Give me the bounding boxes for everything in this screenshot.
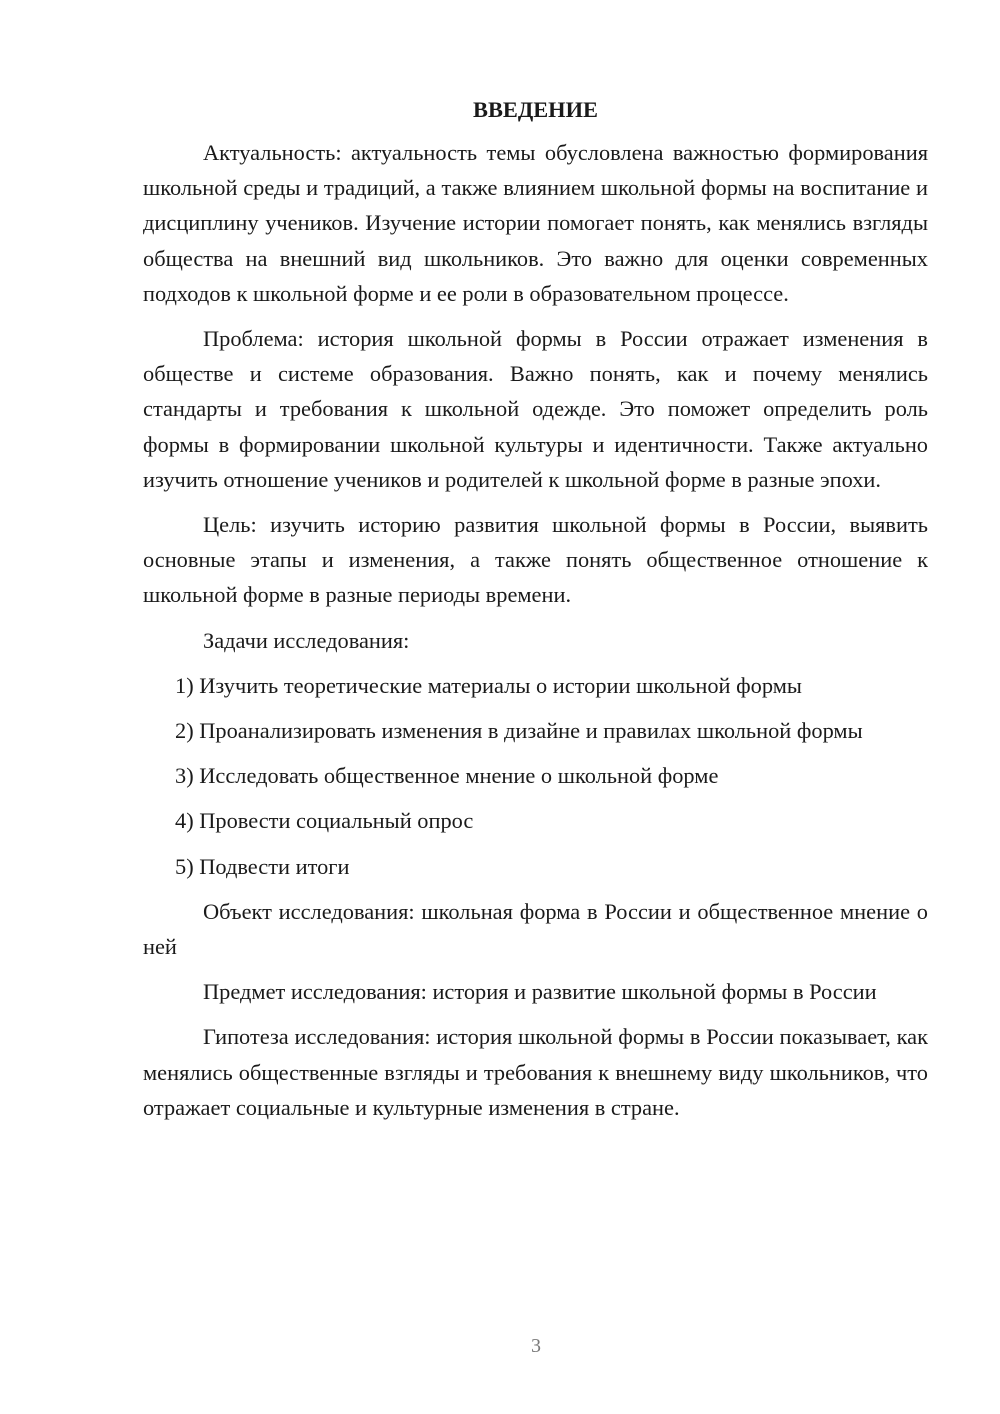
hypothesis-paragraph: Гипотеза исследования: история школьной формы в России показывает, как менялись общественные взгляды и требования к внешнему виду школьников, что отражает социальные и культурные изменения в стране. <box>143 1024 928 1120</box>
list-item: 2) Проанализировать изменения в дизайне и правилах школьной формы <box>175 718 863 744</box>
document-body <box>143 95 928 1125</box>
tasks-label: Задачи исследования: <box>203 627 410 653</box>
list-item: 1) Изучить теоретические материалы о истории школьной формы <box>175 672 802 698</box>
object-paragraph: Объект исследования: школьная форма в России и общественное мнение о ней <box>143 898 928 960</box>
goal-paragraph: Цель: изучить историю развития школьной формы в России, выявить основные этапы и изменения, а также понять общественное отношение к школьной форме в разные периоды времени. <box>143 512 928 608</box>
tasks-list <box>143 668 928 884</box>
page-title: ВВЕДЕНИЕ <box>473 97 598 122</box>
list-item: 5) Подвести итоги <box>175 853 350 879</box>
list-item: 4) Провести социальный опрос <box>175 808 474 834</box>
page-number: 3 <box>531 1335 541 1357</box>
problem-paragraph: Проблема: история школьной формы в России отражает изменения в обществе и системе образования. Важно понять, как и почему менялись стандарты и требования к школьной одежде. Это поможет определить роль формы в формировании школьной культуры и идентичности. Также актуально изучить отношение учеников и родителей к школьной форме в разные эпохи. <box>143 326 928 492</box>
list-item: 3) Исследовать общественное мнение о школьной форме <box>175 763 719 789</box>
subject-paragraph: Предмет исследования: история и развитие школьной формы в России <box>203 979 877 1005</box>
relevance-paragraph: Актуальность: актуальность темы обусловлена важностью формирования школьной среды и традиций, а также влиянием школьной формы на воспитание и дисциплину учеников. Изучение истории помогает понять, как менялись взгляды общества на внешний вид школьников. Это важно для оценки современных подходов к школьной форме и ее роли в образовательном процессе. <box>143 140 928 306</box>
